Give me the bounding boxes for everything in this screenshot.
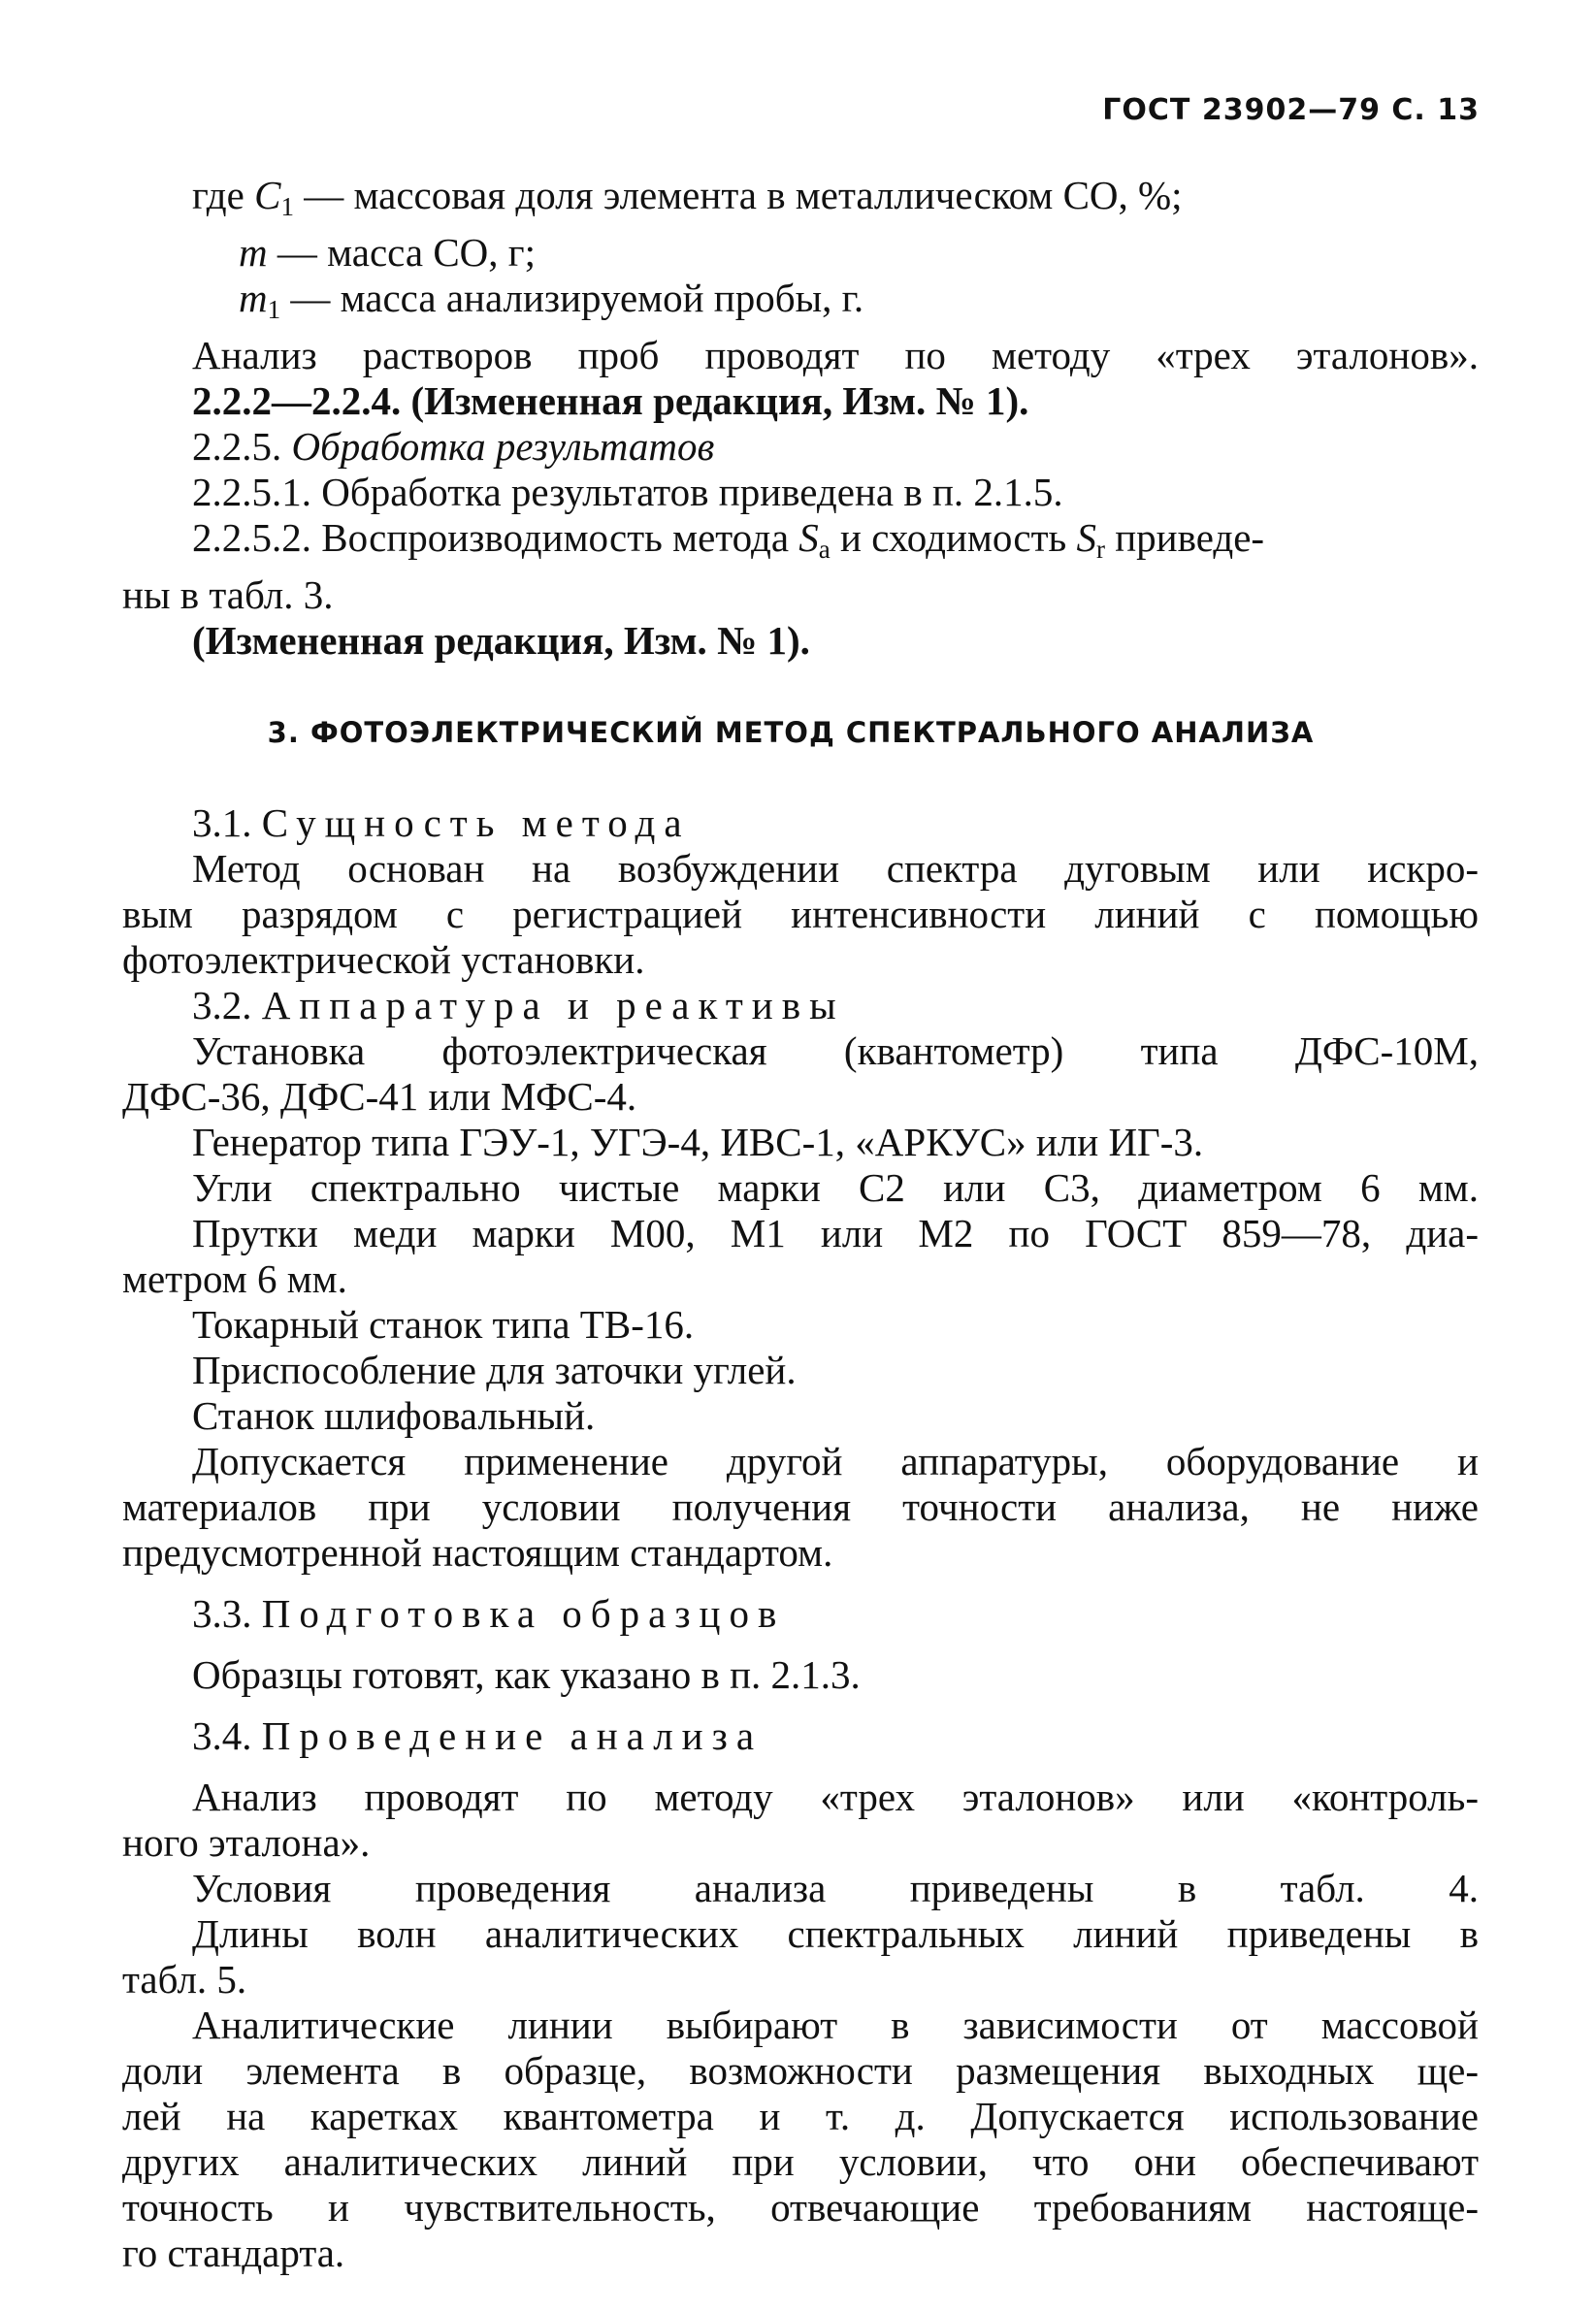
spacer	[122, 1759, 1479, 1775]
clause-text-c: приведе-	[1104, 515, 1265, 560]
definition-m	[122, 230, 1479, 276]
paragraph-line: Токарный станок типа ТВ-16.	[192, 1302, 695, 1347]
paragraph-line: Длины волн аналитических спектральных линий приведены в	[192, 1911, 1479, 1956]
clause-2-2-5	[122, 424, 1479, 470]
spacer	[122, 1698, 1479, 1713]
paragraph-line: материалов при условии получения точности анализа, не ниже	[122, 1484, 1479, 1529]
variable-m1-subscript: 1	[267, 295, 281, 324]
heading-number: 3.2.	[192, 983, 262, 1027]
variable-m1: m	[239, 276, 268, 320]
paragraph-line: табл. 5.	[122, 1957, 247, 2002]
heading-text: Сущность метода	[261, 800, 691, 845]
page-content	[122, 173, 1479, 2276]
variable-sr: S	[1076, 515, 1096, 560]
paragraph-line: доли элемента в образце, возможности размещения выходных ще-	[122, 2048, 1479, 2093]
paragraph-line: Генератор типа ГЭУ-1, УГЭ-4, ИВС-1, «АРКУС» или ИГ-3.	[192, 1120, 1204, 1164]
definition-prefix: где	[192, 173, 255, 217]
clause-2-2-5-2	[122, 515, 1479, 572]
definition-m-text: — масса СО, г;	[267, 230, 536, 275]
spacer	[122, 1637, 1479, 1652]
paragraph-line: Станок шлифовальный.	[192, 1393, 596, 1438]
variable-sa-subscript: а	[818, 535, 831, 564]
heading-3-2	[122, 983, 1479, 1028]
paragraph-line: ДФС-36, ДФС-41 или МФС-4.	[122, 1074, 637, 1119]
paragraph-analysis: Анализ растворов проб проводят по методу «трех эталонов».	[192, 333, 1479, 377]
clause-2-2-5-1: 2.2.5.1. Обработка результатов приведена в п. 2.1.5.	[192, 470, 1063, 514]
paragraph-line: точность и чувствительность, отвечающие требованиям настояще-	[122, 2185, 1479, 2230]
definition-c1	[122, 173, 1479, 230]
paragraph-line: Приспособление для заточки углей.	[192, 1348, 797, 1392]
paragraph-line: Анализ проводят по методу «трех эталонов» или «контроль-	[192, 1775, 1479, 1819]
heading-3-1	[122, 800, 1479, 846]
heading-number: 3.3.	[192, 1591, 262, 1636]
heading-3-4	[122, 1713, 1479, 1759]
clause-2-2-5-2-cont: ны в табл. 3.	[122, 572, 334, 617]
section-title: 3. ФОТОЭЛЕКТРИЧЕСКИЙ МЕТОД СПЕКТРАЛЬНОГО АНАЛИЗА	[267, 716, 1315, 749]
clause-title: Обработка результатов	[291, 424, 715, 469]
heading-text: Подготовка образцов	[261, 1591, 786, 1636]
heading-text: Проведение анализа	[261, 1713, 764, 1758]
paragraph-line: Аналитические линии выбирают в зависимости от массовой	[192, 2003, 1479, 2047]
paragraph-line: предусмотренной настоящим стандартом.	[122, 1530, 833, 1575]
heading-number: 3.4.	[192, 1713, 262, 1758]
definition-m1	[122, 276, 1479, 333]
paragraph-line: Условия проведения анализа приведены в табл. 4.	[192, 1866, 1479, 1910]
paragraph-line: Установка фотоэлектрическая (квантометр) типа ДФС-10М,	[192, 1028, 1479, 1073]
page-header: ГОСТ 23902—79 С. 13	[1102, 93, 1480, 127]
paragraph-line: Угли спектрально чистые марки С2 или С3, диаметром 6 мм.	[192, 1165, 1479, 1210]
spacer	[122, 1576, 1479, 1591]
clause-text-b: и сходимость	[830, 515, 1077, 560]
paragraph-line: фотоэлектрической установки.	[122, 937, 645, 982]
paragraph-line: других аналитических линий при условии, что они обеспечивают	[122, 2139, 1479, 2184]
variable-m: m	[239, 230, 268, 275]
paragraph-line: Метод основан на возбуждении спектра дуговым или искро-	[192, 846, 1479, 891]
definition-c1-text: — массовая доля элемента в металлическом СО, %;	[293, 173, 1183, 217]
amendment-note-2: (Измененная редакция, Изм. № 1).	[192, 618, 810, 663]
paragraph-line: вым разрядом с регистрацией интенсивности линий с помощью	[122, 892, 1479, 936]
heading-3-3	[122, 1591, 1479, 1637]
heading-number: 3.1.	[192, 800, 262, 845]
paragraph-line: го стандарта.	[122, 2231, 345, 2275]
clause-number: 2.2.5.	[192, 424, 292, 469]
paragraph-line: лей на каретках квантометра и т. д. Допускается использование	[122, 2094, 1479, 2138]
paragraph-line: Образцы готовят, как указано в п. 2.1.3.	[192, 1652, 861, 1697]
variable-c-subscript: 1	[280, 192, 294, 221]
paragraph-line: ного эталона».	[122, 1820, 371, 1865]
paragraph-line: Прутки меди марки М00, М1 или М2 по ГОСТ 859—78, диа-	[192, 1211, 1479, 1255]
variable-sr-subscript: r	[1095, 535, 1105, 564]
clause-text-a: 2.2.5.2. Воспроизводимость метода	[192, 515, 799, 560]
variable-c: C	[254, 173, 281, 217]
heading-text: Аппаратура и реактивы	[261, 983, 845, 1027]
paragraph-line: Допускается применение другой аппаратуры, оборудование и	[192, 1439, 1479, 1483]
definition-m1-text: — масса анализируемой пробы, г.	[280, 276, 864, 320]
variable-sa: S	[798, 515, 819, 560]
amendment-note-1: 2.2.2—2.2.4. (Измененная редакция, Изм. № 1).	[192, 378, 1029, 423]
paragraph-line: метром 6 мм.	[122, 1256, 347, 1301]
